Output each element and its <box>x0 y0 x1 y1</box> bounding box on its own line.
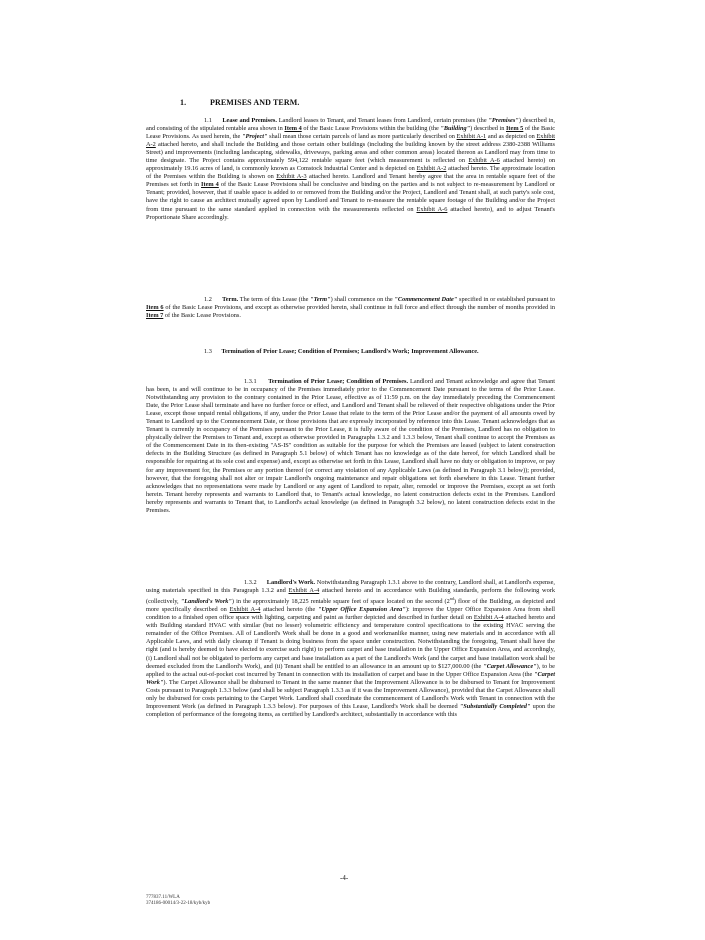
body-text: attached hereto. The approximate location of the Premises within the Building is shown on <box>146 165 555 181</box>
body-text: specified in or established pursuant to <box>457 296 555 303</box>
defined-term: "Commencement Date" <box>394 296 458 303</box>
body-text: attached hereto), and to adjust Tenant's Proportionate Share accordingly. <box>146 205 556 221</box>
body-text: ), to be applied to the actual out-of-pocket cost incurred by Tenant in connection with its installation of carpet and base in the Upper Office Expansion Area (the <box>146 662 555 678</box>
paragraph-title: Term. <box>222 296 239 303</box>
section-number: 1. <box>180 98 187 107</box>
exhibit-reference: Exhibit A-3 <box>276 173 307 181</box>
item-reference: Item 4 <box>284 125 302 133</box>
body-text: ): improve the Upper Office Expansion Area from shell condition to a finished open office space with lighting, carpeting and paint as further depicted and described in further detail on <box>146 606 555 622</box>
item-reference: Item 7 <box>146 312 164 320</box>
exhibit-reference: Exhibit A-1 <box>456 133 487 141</box>
section-heading <box>180 98 299 107</box>
body-text: ) floor of the Building, as depicted and more specifically described on <box>146 598 555 614</box>
body-text: upon the completion of performance of the foregoing items, as certified by Landlord's architect, substantially in accordance with this <box>146 702 555 718</box>
exhibit-reference: Exhibit A-6 <box>416 205 448 213</box>
body-text: shall mean those certain parcels of land as more particularly described on <box>267 133 457 141</box>
paragraph-number: 1.2 <box>204 296 212 303</box>
item-reference: Item 6 <box>146 304 164 312</box>
defined-term: "Upper Office Expansion Area" <box>318 606 406 614</box>
body-text: The term of this Lease (the <box>238 296 311 303</box>
defined-term: "Premises" <box>488 117 519 124</box>
body-text: ) in the approximately 18,225 rentable square feet of space located on the second (2 <box>231 598 450 606</box>
defined-term: "Carpet Allowance" <box>483 662 537 670</box>
item-reference: Item 5 <box>505 125 524 133</box>
body-text: attached hereto and in accordance with Building standards, perform the following work (collectively, <box>146 587 555 606</box>
defined-term: "Substantially Completed" <box>459 702 531 710</box>
page-number: -4- <box>340 874 349 882</box>
body-text: attached hereto and with Building standard HVAC with similar (but no lesser) volumetric efficiency and temperature control specifications to the existing HVAC serving the remainder of the Office Premises. All of Landlord's Work shall be done in a good and workmanlike manner, using new materials and in accordance with all Applicable Laws, and with daily cleanup if Tenant is doing business from the space under construction. Notwithstanding the foregoing, Tenant shall have the right (and is hereby deemed to have elected to exercise such right) to perform carpet and base installation in the Upper Office Expansion Area, and accordingly, (i) Landlord shall not be obligated to perform any carpet and base installation as a part of the Landlord's Work (and the carpet and base installation work shall be deemed excluded from the Landlord's Work), and (ii) Tenant shall be entitled to an allowance in an amount up to $127,000.00 (the <box>146 614 555 670</box>
document-id-line-2: 374186-00014/3-22-18/kyb/kyb <box>146 901 211 906</box>
defined-term: "Landlord's Work" <box>180 598 232 606</box>
body-text: attached hereto (the <box>260 606 319 614</box>
defined-term: "Project" <box>241 133 268 141</box>
body-text: attached hereto, and shall include the Building and those certain other buildings (including the building known by the street address 2380-2388 Williams Street) and improvements (including landscaping, sidewalks, driveways, parking areas and other common areas) located thereon as Landlord may from time to time designate. The Project contains approximately 594,122 rentable square feet (which measurement is reflected on <box>146 141 555 165</box>
paragraph-title: Lease and Premises. <box>222 117 277 124</box>
body-text: of the Basic Lease Provisions. <box>163 312 241 320</box>
paragraph-number: 1.3 <box>204 348 212 355</box>
document-id-line-1: 777837.11/WLA <box>146 895 180 900</box>
exhibit-reference: Exhibit A-4 <box>473 614 504 622</box>
body-text: attached hereto) on approximately 19.16 acres of land, is commonly known as Comstock Industrial Center and is depicted on <box>146 157 556 173</box>
body-text: ) shall commence on the <box>330 296 395 303</box>
exhibit-reference: Exhibit A-2 <box>146 133 555 149</box>
exhibit-reference: Exhibit A-2 <box>416 165 447 173</box>
body-text: ) described in <box>470 125 506 133</box>
body-text: of the Basic Lease Provisions, and except as otherwise provided herein, shall continue in full force and effect through the number of months provided in <box>163 304 556 312</box>
defined-term: "Carpet Work" <box>146 670 555 686</box>
paragraph-number: 1.3.2 <box>244 579 257 586</box>
paragraph-1-3-2 <box>146 579 555 719</box>
body-text: and as depicted on <box>486 133 537 141</box>
exhibit-reference: Exhibit A-6 <box>468 157 500 165</box>
paragraph-title: Termination of Prior Lease; Condition of Premises; Landlord's Work; Improvement Allowance. <box>221 348 479 355</box>
paragraph-1-2 <box>146 296 555 320</box>
body-text: Landlord leases to Tenant, and Tenant leases from Landlord, certain premises (the <box>276 117 489 124</box>
defined-term: "Term" <box>310 296 331 303</box>
body-text: ) described in, and consisting of the stipulated rentable area shown in <box>146 117 555 133</box>
paragraph-title: Landlord's Work. <box>266 579 316 586</box>
body-text: Landlord and Tenant acknowledge and agree that Tenant has been, is and will continue to be in occupancy of the Premises immediately prior to the Commencement Date pursuant to the terms of the Prior Lease. Notwithstanding any provision to the contrary contained in the Prior Lease, effective as of 11:59 p.m. on the day immediately preceding the Commencement Date, the Prior Lease shall terminate and have no further force or effect, and Landlord and Tenant shall be relieved of their respective obligations under the Prior Lease, except those unpaid rental obligations, if any, under the Prior Lease that relate to the term of the Prior Lease and/or the payment of all amounts owed by Tenant to Landlord up to the Commencement Date, or those provisions that are expressly incorporated by reference into this Lease. Tenant acknowledges that as Tenant is currently in occupancy of the Premises pursuant to the Prior Lease, it is fully aware of the condition of the Premises, Landlord has no obligation to physically deliver the Premises to Tenant and, except as otherwise provided in Paragraphs 1.3.2 and 1.3.3 below, Tenant shall continue to accept the Premises as of the Commencement Date in its then-existing "AS-IS" condition as suitable for the purpose for which the Premises are leased (subject to latent construction defects in the Building Structure (as defined in Paragraph 5.1 below) of which Tenant has no knowledge as of the date hereof, for which Landlord shall be responsible for repairing at its sole cost and expense) and, except as otherwise set forth in this Lease, Landlord shall have no duty or obligation to improve, or pay for any improvement for, the Premises or any portion thereof (or correct any violation of any Applicable Laws (as defined in Paragraph 3.1 below)); provided, however, that the foregoing shall not alter or impair Landlord's ongoing maintenance and repair obligations set forth elsewhere in this Lease. Tenant further acknowledges that no representations were made by Landlord or any agent of Landlord to repair, alter, remodel or improve the Premises, except as set forth herein. Tenant hereby represents and warrants to Landlord that, to Tenant's actual knowledge, no latent construction defects exist in the Premises. Landlord hereby represents and warrants to Tenant that, to Landlord's actual knowledge (as defined in Paragraph 3.2 below), no latent construction defects exist in the Premises. <box>146 378 556 514</box>
body-text: of the Basic Lease Provisions. As used herein, the <box>146 125 555 141</box>
body-text: of the Basic Lease Provisions shall be conclusive and binding on the parties and is not subject to re-measurement by Landlord or Tenant; provided, however, that if usable space is added to or removed from the Building and/or the Project, Landlord and Tenant shall, at such party's sole cost, have the right to cause an architect mutually agreed upon by Landlord and Tenant to re-measure the rentable square footage of the Building and/or the Project from time pursuant to the same standard applied in connection with the measurements reflected on <box>146 181 555 213</box>
item-reference: Item 4 <box>201 181 219 189</box>
paragraph-1-3-1 <box>146 378 555 515</box>
paragraph-1-3 <box>146 348 555 356</box>
document-id <box>146 895 210 907</box>
exhibit-reference: Exhibit A-4 <box>288 587 320 595</box>
exhibit-reference: Exhibit A-4 <box>229 606 261 614</box>
paragraph-1-1 <box>146 117 555 222</box>
paragraph-number: 1.3.1 <box>244 378 257 385</box>
body-text: ). The Carpet Allowance shall be disbursed to Tenant in the same manner that the Improvement Allowance is to be disbursed to Tenant for Improvement Costs pursuant to Paragraph 1.3.3 below (and shall be subject Paragraph 1.3.3 as if it was the Improvement Allowance), provided that the Carpet Allowance shall only be disbursed for costs pertaining to the Carpet Work. Landlord shall coordinate the commencement of Landlord's Work with Tenant in connection with the Improvement Work (as defined in Paragraph 1.3.3 below). For purposes of this Lease, Landlord's Work shall be deemed <box>146 678 555 710</box>
paragraph-number: 1.1 <box>204 117 212 124</box>
section-title: PREMISES AND TERM. <box>210 98 300 107</box>
body-text: of the Basic Lease Provisions within the building (the <box>301 125 441 133</box>
body-text: attached hereto. Landlord and Tenant hereby agree that the area in rentable square feet of the Premises set forth in <box>146 173 555 189</box>
paragraph-title: Termination of Prior Lease; Condition of Premises. <box>268 378 409 385</box>
body-text: Notwithstanding Paragraph 1.3.1 above to the contrary, Landlord shall, at Landlord's expense, using materials specified in this Paragraph 1.3.2 and <box>146 579 555 595</box>
ordinal-suffix: nd <box>449 596 454 602</box>
defined-term: "Building" <box>440 125 471 133</box>
